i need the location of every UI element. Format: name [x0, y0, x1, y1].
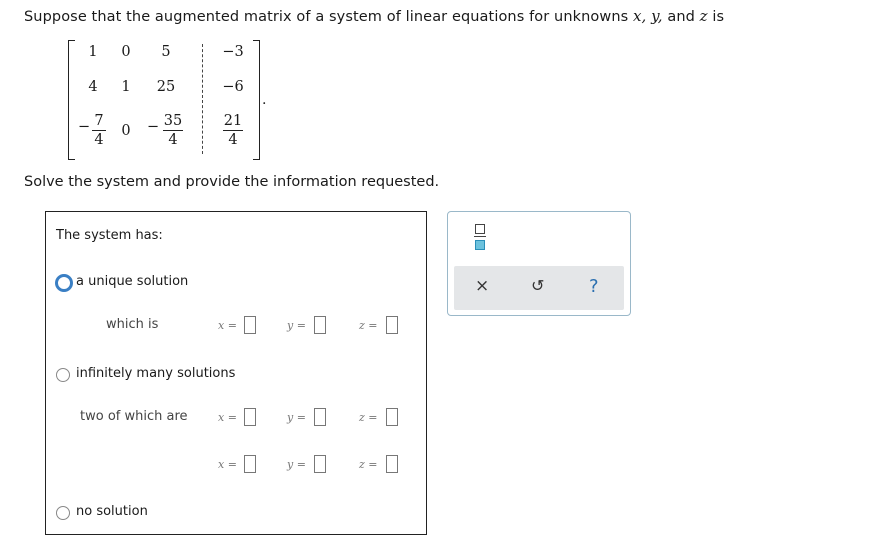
- matrix-cell-r3c4: [223, 112, 243, 149]
- infinite-1-z-input[interactable]: [386, 408, 398, 426]
- x-equals-label: x =: [218, 458, 237, 471]
- infinite-2-x-input[interactable]: [244, 455, 256, 473]
- option-label-unique[interactable]: a unique solution: [76, 274, 189, 289]
- variable-z: z: [699, 7, 708, 25]
- instruction-text: Solve the system and provide the information requested.: [24, 174, 440, 190]
- z-equals-label: z =: [359, 411, 378, 424]
- palette-toolbar: [454, 266, 624, 310]
- undo-button[interactable]: ↺: [531, 276, 545, 295]
- matrix-cell-r2c2: 1: [121, 79, 131, 95]
- variable-y: y,: [651, 7, 663, 25]
- option-label-none[interactable]: no solution: [76, 504, 148, 519]
- math-tool-palette: [447, 211, 631, 316]
- unique-y-input[interactable]: [314, 316, 326, 334]
- augment-separator: [202, 44, 203, 154]
- matrix-r3c3-sign: −: [147, 119, 160, 135]
- radio-infinitely-many[interactable]: [56, 368, 70, 382]
- z-equals-label: z =: [359, 458, 378, 471]
- panel-heading: The system has:: [56, 228, 163, 243]
- fraction-icon-numerator-box: [475, 224, 485, 234]
- y-equals-label: y =: [287, 411, 306, 424]
- z-equals-label: z =: [359, 319, 378, 332]
- unique-x-input[interactable]: [244, 316, 256, 334]
- matrix-cell-r3c3: [163, 112, 183, 149]
- x-equals-label: x =: [218, 411, 237, 424]
- matrix-cell-r1c1: 1: [88, 44, 98, 60]
- which-is-label: which is: [106, 317, 159, 332]
- fraction-icon-bar: [474, 236, 486, 237]
- infinite-2-y-input[interactable]: [314, 455, 326, 473]
- question-prompt: [24, 7, 724, 25]
- answer-panel: [45, 211, 427, 535]
- fraction-numerator: 7: [94, 113, 104, 129]
- two-of-which-label: two of which are: [80, 409, 188, 424]
- infinite-2-z-input[interactable]: [386, 455, 398, 473]
- fraction-numerator: 21: [223, 113, 243, 129]
- fraction-icon-denominator-box: [475, 240, 485, 250]
- matrix-cell-r2c1: 4: [88, 79, 98, 95]
- radio-unique-solution[interactable]: [55, 274, 73, 292]
- matrix-cell-r1c2: 0: [121, 44, 131, 60]
- variable-x: x,: [633, 7, 647, 25]
- unique-z-input[interactable]: [386, 316, 398, 334]
- option-label-infinite[interactable]: infinitely many solutions: [76, 366, 236, 381]
- matrix-period: .: [262, 92, 267, 108]
- fraction-denominator: 4: [168, 132, 178, 148]
- matrix-cell-r1c4: −3: [222, 44, 244, 60]
- x-equals-label: x =: [218, 319, 237, 332]
- matrix-right-bracket: [253, 40, 260, 160]
- matrix-cell-r3c2: 0: [121, 123, 131, 139]
- y-equals-label: y =: [287, 458, 306, 471]
- is-text: is: [712, 9, 725, 25]
- matrix-left-bracket: [68, 40, 75, 160]
- infinite-1-x-input[interactable]: [244, 408, 256, 426]
- matrix-cell-r3c1: [92, 112, 106, 149]
- fraction-icon[interactable]: [474, 224, 486, 254]
- y-equals-label: y =: [287, 319, 306, 332]
- fraction-denominator: 4: [228, 132, 238, 148]
- fraction-denominator: 4: [94, 132, 104, 148]
- fraction-numerator: 35: [163, 113, 183, 129]
- matrix-cell-r1c3: 5: [161, 44, 171, 60]
- clear-button[interactable]: ×: [475, 276, 490, 296]
- augmented-matrix: [68, 40, 267, 158]
- prompt-text: Suppose that the augmented matrix of a system of linear equations for unknowns: [24, 9, 629, 25]
- radio-no-solution[interactable]: [56, 506, 70, 520]
- and-text: and: [667, 9, 695, 25]
- matrix-cell-r2c4: −6: [222, 79, 244, 95]
- matrix-cell-r2c3: 25: [156, 79, 176, 95]
- help-button[interactable]: ?: [589, 276, 599, 297]
- matrix-r3c1-sign: −: [78, 119, 91, 135]
- infinite-1-y-input[interactable]: [314, 408, 326, 426]
